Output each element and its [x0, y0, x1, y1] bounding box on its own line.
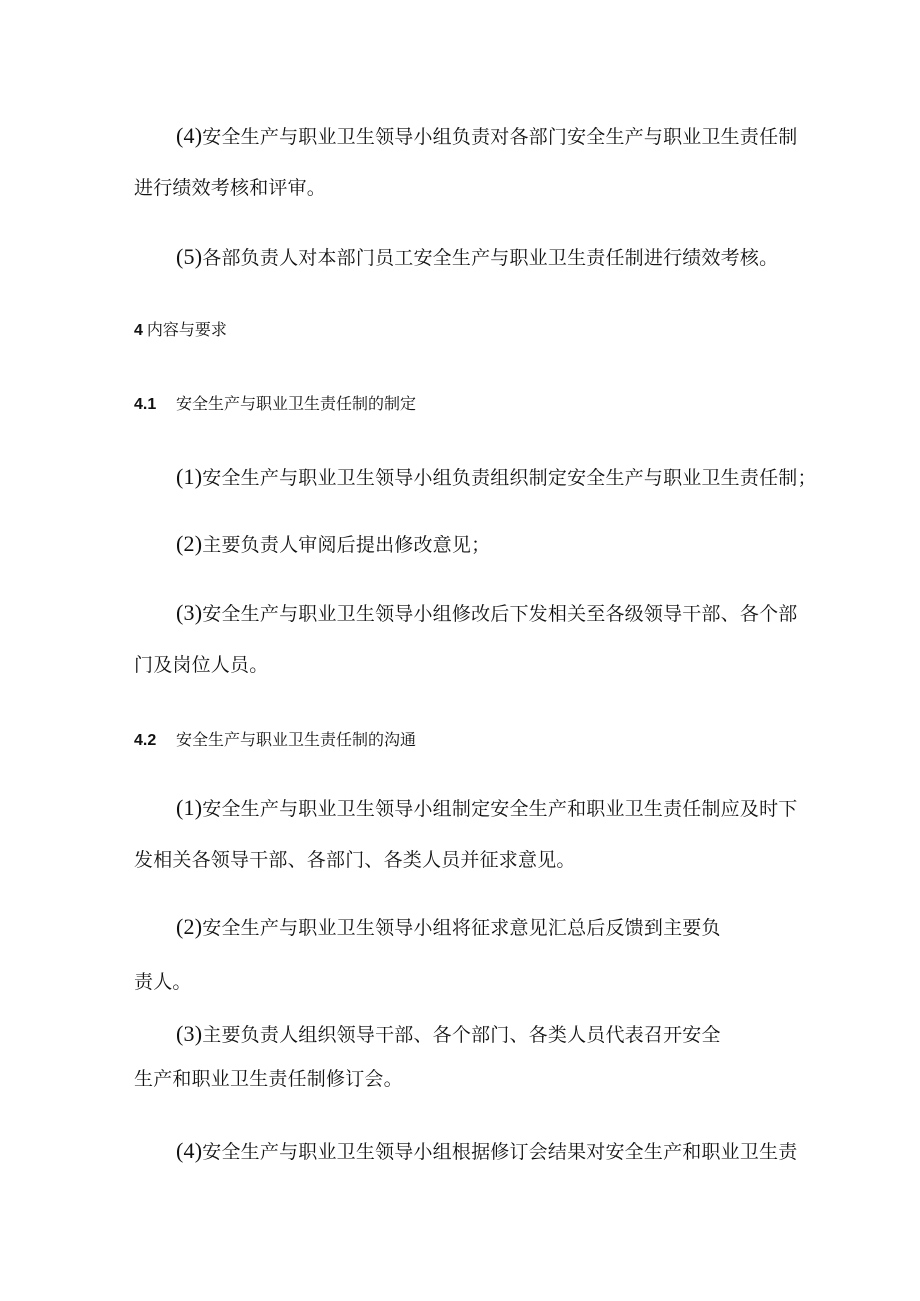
section-4-1-item-2 [176, 530, 490, 559]
item-text: 安全生产与职业卫生领导小组将征求意见汇总后反馈到主要负 [202, 917, 721, 939]
section-number: 4.1 [134, 396, 157, 413]
paragraph-5-line-1 [176, 243, 778, 272]
section-title: 内容与要求 [146, 320, 227, 339]
item-text: 安全生产与职业卫生领导小组修改后下发相关至各级领导干部、各个部 [202, 603, 798, 625]
section-4-2-item-2 [176, 913, 721, 942]
section-title: 安全生产与职业卫生责任制的制定 [176, 394, 417, 413]
item-text: 安全生产与职业卫生领导小组负责组织制定安全生产与职业卫生责任制； [202, 467, 817, 489]
section-4-2-item-3-line-2: 生产和职业卫生责任制修订会。 [134, 1068, 403, 1090]
section-4-heading [134, 318, 227, 343]
section-4-2-item-3 [176, 1020, 721, 1049]
item-number: (3) [176, 600, 203, 625]
section-4-2-item-1-line-2: 发相关各领导干部、各部门、各类人员并征求意见。 [134, 849, 576, 871]
item-number: (3) [176, 1021, 203, 1046]
section-number: 4.2 [134, 732, 157, 749]
item-number: (2) [176, 531, 203, 556]
item-number: (1) [176, 464, 203, 489]
item-text: 安全生产与职业卫生领导小组负责对各部门安全生产与职业卫生责任制 [202, 126, 798, 148]
section-title: 安全生产与职业卫生责任制的沟通 [176, 730, 417, 749]
section-4-1-item-3 [176, 599, 797, 628]
item-text: 各部负责人对本部门员工安全生产与职业卫生责任制进行绩效考核。 [202, 247, 779, 269]
item-number: (4) [176, 1138, 203, 1163]
section-4-2-item-2-line-2: 责人。 [134, 971, 192, 993]
item-text: 主要负责人审阅后提出修改意见； [202, 534, 491, 556]
item-number: (5) [176, 244, 203, 269]
item-text: 主要负责人组织领导干部、各个部门、各类人员代表召开安全 [202, 1024, 721, 1046]
item-number: (1) [176, 795, 203, 820]
section-4-1-item-3-line-2: 门及岗位人员。 [134, 654, 269, 676]
item-number: (2) [176, 914, 203, 939]
section-4-1-item-1 [176, 463, 817, 492]
item-text: 安全生产与职业卫生领导小组根据修订会结果对安全生产和职业卫生责 [202, 1141, 798, 1163]
section-4-2-heading [134, 728, 416, 753]
section-4-2-item-1 [176, 794, 797, 823]
section-4-1-heading [134, 392, 416, 417]
section-4-2-item-4 [176, 1137, 797, 1166]
paragraph-4-line-1 [176, 122, 797, 151]
item-text: 安全生产与职业卫生领导小组制定安全生产和职业卫生责任制应及时下 [202, 798, 798, 820]
paragraph-4-line-2: 进行绩效考核和评审。 [134, 177, 327, 199]
section-number: 4 [134, 322, 143, 339]
item-number: (4) [176, 123, 203, 148]
